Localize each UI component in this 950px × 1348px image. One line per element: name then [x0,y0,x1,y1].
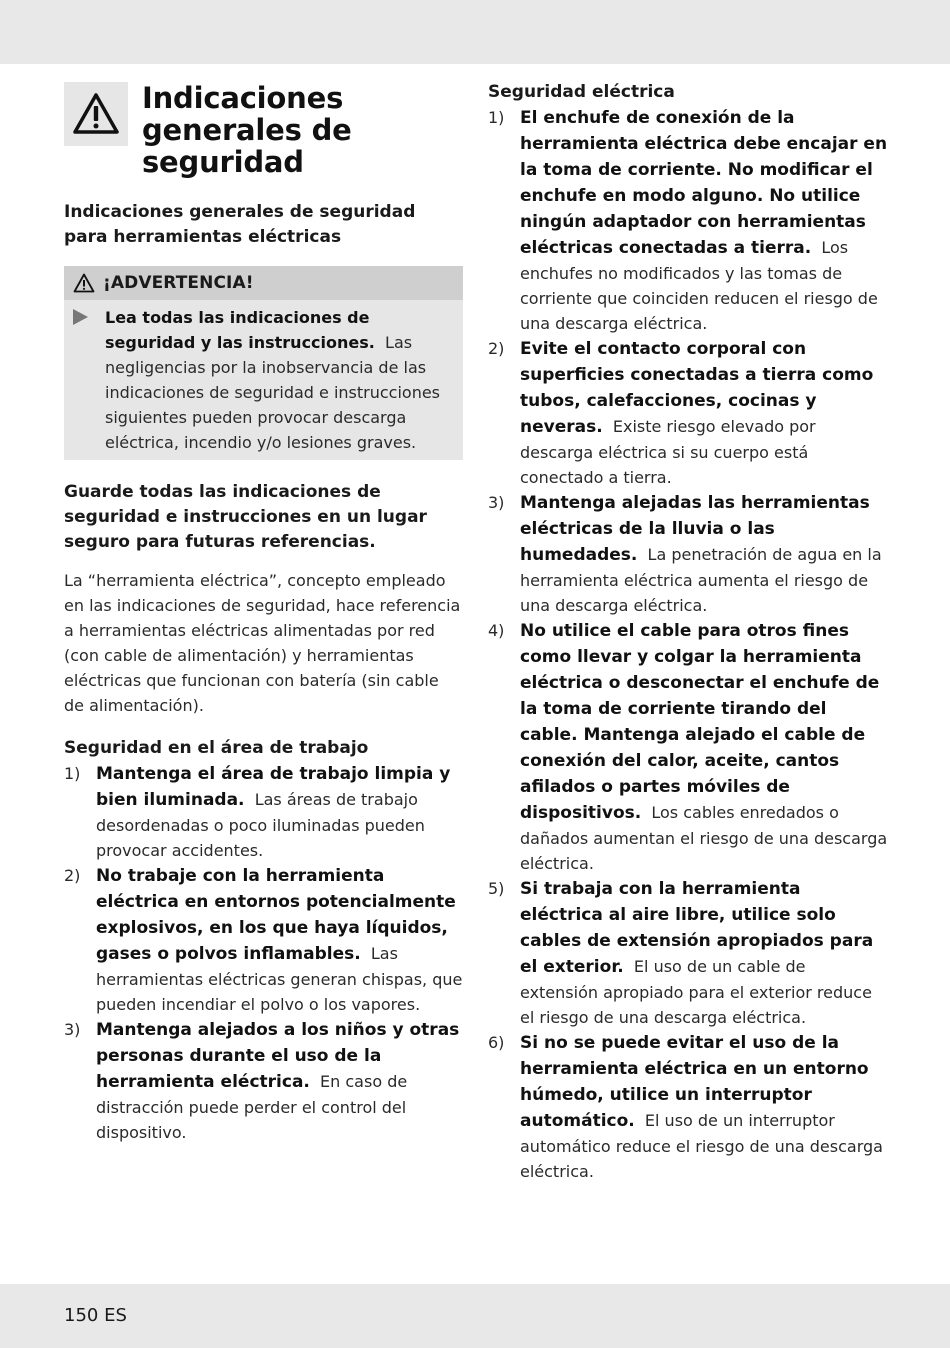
work-area-list [64,761,463,1145]
warning-body [64,300,463,460]
page-number: 150 ES [64,1305,127,1326]
item-text [520,105,888,336]
item-number: 5) [488,879,505,898]
list-item [488,336,888,490]
item-text [520,618,888,876]
item-text [520,876,888,1030]
warning-triangle-icon [72,92,120,136]
item-detail: Las herramientas eléctricas generan chispas, que pueden incendiar el polvo o los vapores. [96,944,463,1014]
left-column [64,80,463,1145]
general-heading: Indicaciones generales de seguridad para herramientas eléctricas [64,202,416,247]
list-item [488,618,888,876]
warning-small-icon [73,273,95,293]
item-text [520,1030,888,1184]
item-text [520,336,888,490]
item-number: 6) [488,1033,505,1052]
item-detail: Existe riesgo elevado por descarga eléctrica si su cuerpo está conectado a tierra. [520,417,816,487]
intro-paragraph: La “herramienta eléctrica”, concepto empleado en las indicaciones de seguridad, hace referencia a herramientas eléctricas alimentadas por red (con cable de alimentación) y herramientas eléctricas que funcionan con batería (sin cable de alimentación). [64,571,461,715]
list-item [64,863,463,1017]
page-title: Indicaciones generales de seguridad [142,81,352,179]
header-band [0,0,950,64]
item-detail: El uso de un interruptor automático reduce el riesgo de una descarga eléctrica. [520,1111,883,1181]
item-detail: En caso de distracción puede perder el control del dispositivo. [96,1072,408,1142]
warning-title: ¡ADVERTENCIA! [103,273,254,293]
item-number: 3) [488,493,505,512]
right-column [488,80,888,1184]
warning-icon-box [64,82,128,146]
item-number: 2) [64,866,81,885]
list-item [64,761,463,863]
item-bold: Si trabaja con la herramienta eléctrica al aire libre, utilice solo cables de extensión apropiados para el exterior. [520,879,874,977]
item-number: 1) [488,108,505,127]
item-number: 2) [488,339,505,358]
warning-detail-text: Las negligencias por la inobservancia de las indicaciones de seguridad e instrucciones siguientes pueden provocar descarga eléctrica, incendio y/o lesiones graves. [105,333,441,452]
item-text [96,863,463,1017]
item-bold: Evite el contacto corporal con superficies conectadas a tierra como tubos, calefacciones, cocinas y neveras. [520,339,874,437]
list-item [488,876,888,1030]
list-item [488,490,888,618]
item-number: 1) [64,764,81,783]
electrical-safety-title: Seguridad eléctrica [488,82,675,102]
list-item [488,105,888,336]
item-number: 4) [488,621,505,640]
item-detail: La penetración de agua en la herramienta eléctrica aumenta el riesgo de una descarga eléctrica. [520,545,882,615]
item-bold: Si no se puede evitar el uso de la herramienta eléctrica en un entorno húmedo, utilice un interruptor automático. [520,1033,869,1131]
warning-box [64,266,463,460]
item-number: 3) [64,1020,81,1039]
warning-header [64,266,463,300]
list-item [64,1017,463,1145]
list-item [488,1030,888,1184]
title-row [64,82,463,178]
item-bold: No utilice el cable para otros fines como llevar y colgar la herramienta eléctrica o desconectar el enchufe de la toma de corriente tirando del cable. Mantenga alejado el cable de conexión del calor, aceite, cantos afilados o partes móviles de dispositivos. [520,621,880,823]
item-detail: Los cables enredados o dañados aumentan el riesgo de una descarga eléctrica. [520,803,888,873]
item-text [520,490,888,618]
warning-text [105,305,453,455]
item-text [96,761,463,863]
item-bold: Mantenga alejados a los niños y otras personas durante el uso de la herramienta eléctrica. [96,1020,460,1092]
work-area-title: Seguridad en el área de trabajo [64,738,369,758]
item-bold: Mantenga el área de trabajo limpia y bien iluminada. [96,764,451,810]
keep-instructions-heading: Guarde todas las indicaciones de seguridad e instrucciones en un lugar seguro para futuras referencias. [64,482,427,552]
triangle-bullet-icon [73,309,88,325]
item-bold: No trabaje con la herramienta eléctrica en entornos potencialmente explosivos, en los que haya líquidos, gases o polvos inflamables. [96,866,456,964]
warning-bold-text: Lea todas las indicaciones de seguridad y las instrucciones. [105,308,375,352]
item-text [96,1017,463,1145]
item-detail: Los enchufes no modificados y las tomas de corriente que coinciden reducen el riesgo de una descarga eléctrica. [520,238,878,333]
item-detail: Las áreas de trabajo desordenadas o poco iluminadas pueden provocar accidentes. [96,790,425,860]
electrical-list [488,105,888,1184]
item-detail: El uso de un cable de extensión apropiado para el exterior reduce el riesgo de una descarga eléctrica. [520,957,872,1027]
item-bold: Mantenga alejadas las herramientas eléctricas de la lluvia o las humedades. [520,493,870,565]
footer-band [0,1284,950,1348]
item-bold: El enchufe de conexión de la herramienta eléctrica debe encajar en la toma de corriente. No modificar el enchufe en modo alguno. No utilice ningún adaptador con herramientas eléctricas conectadas a tierra. [520,108,888,258]
